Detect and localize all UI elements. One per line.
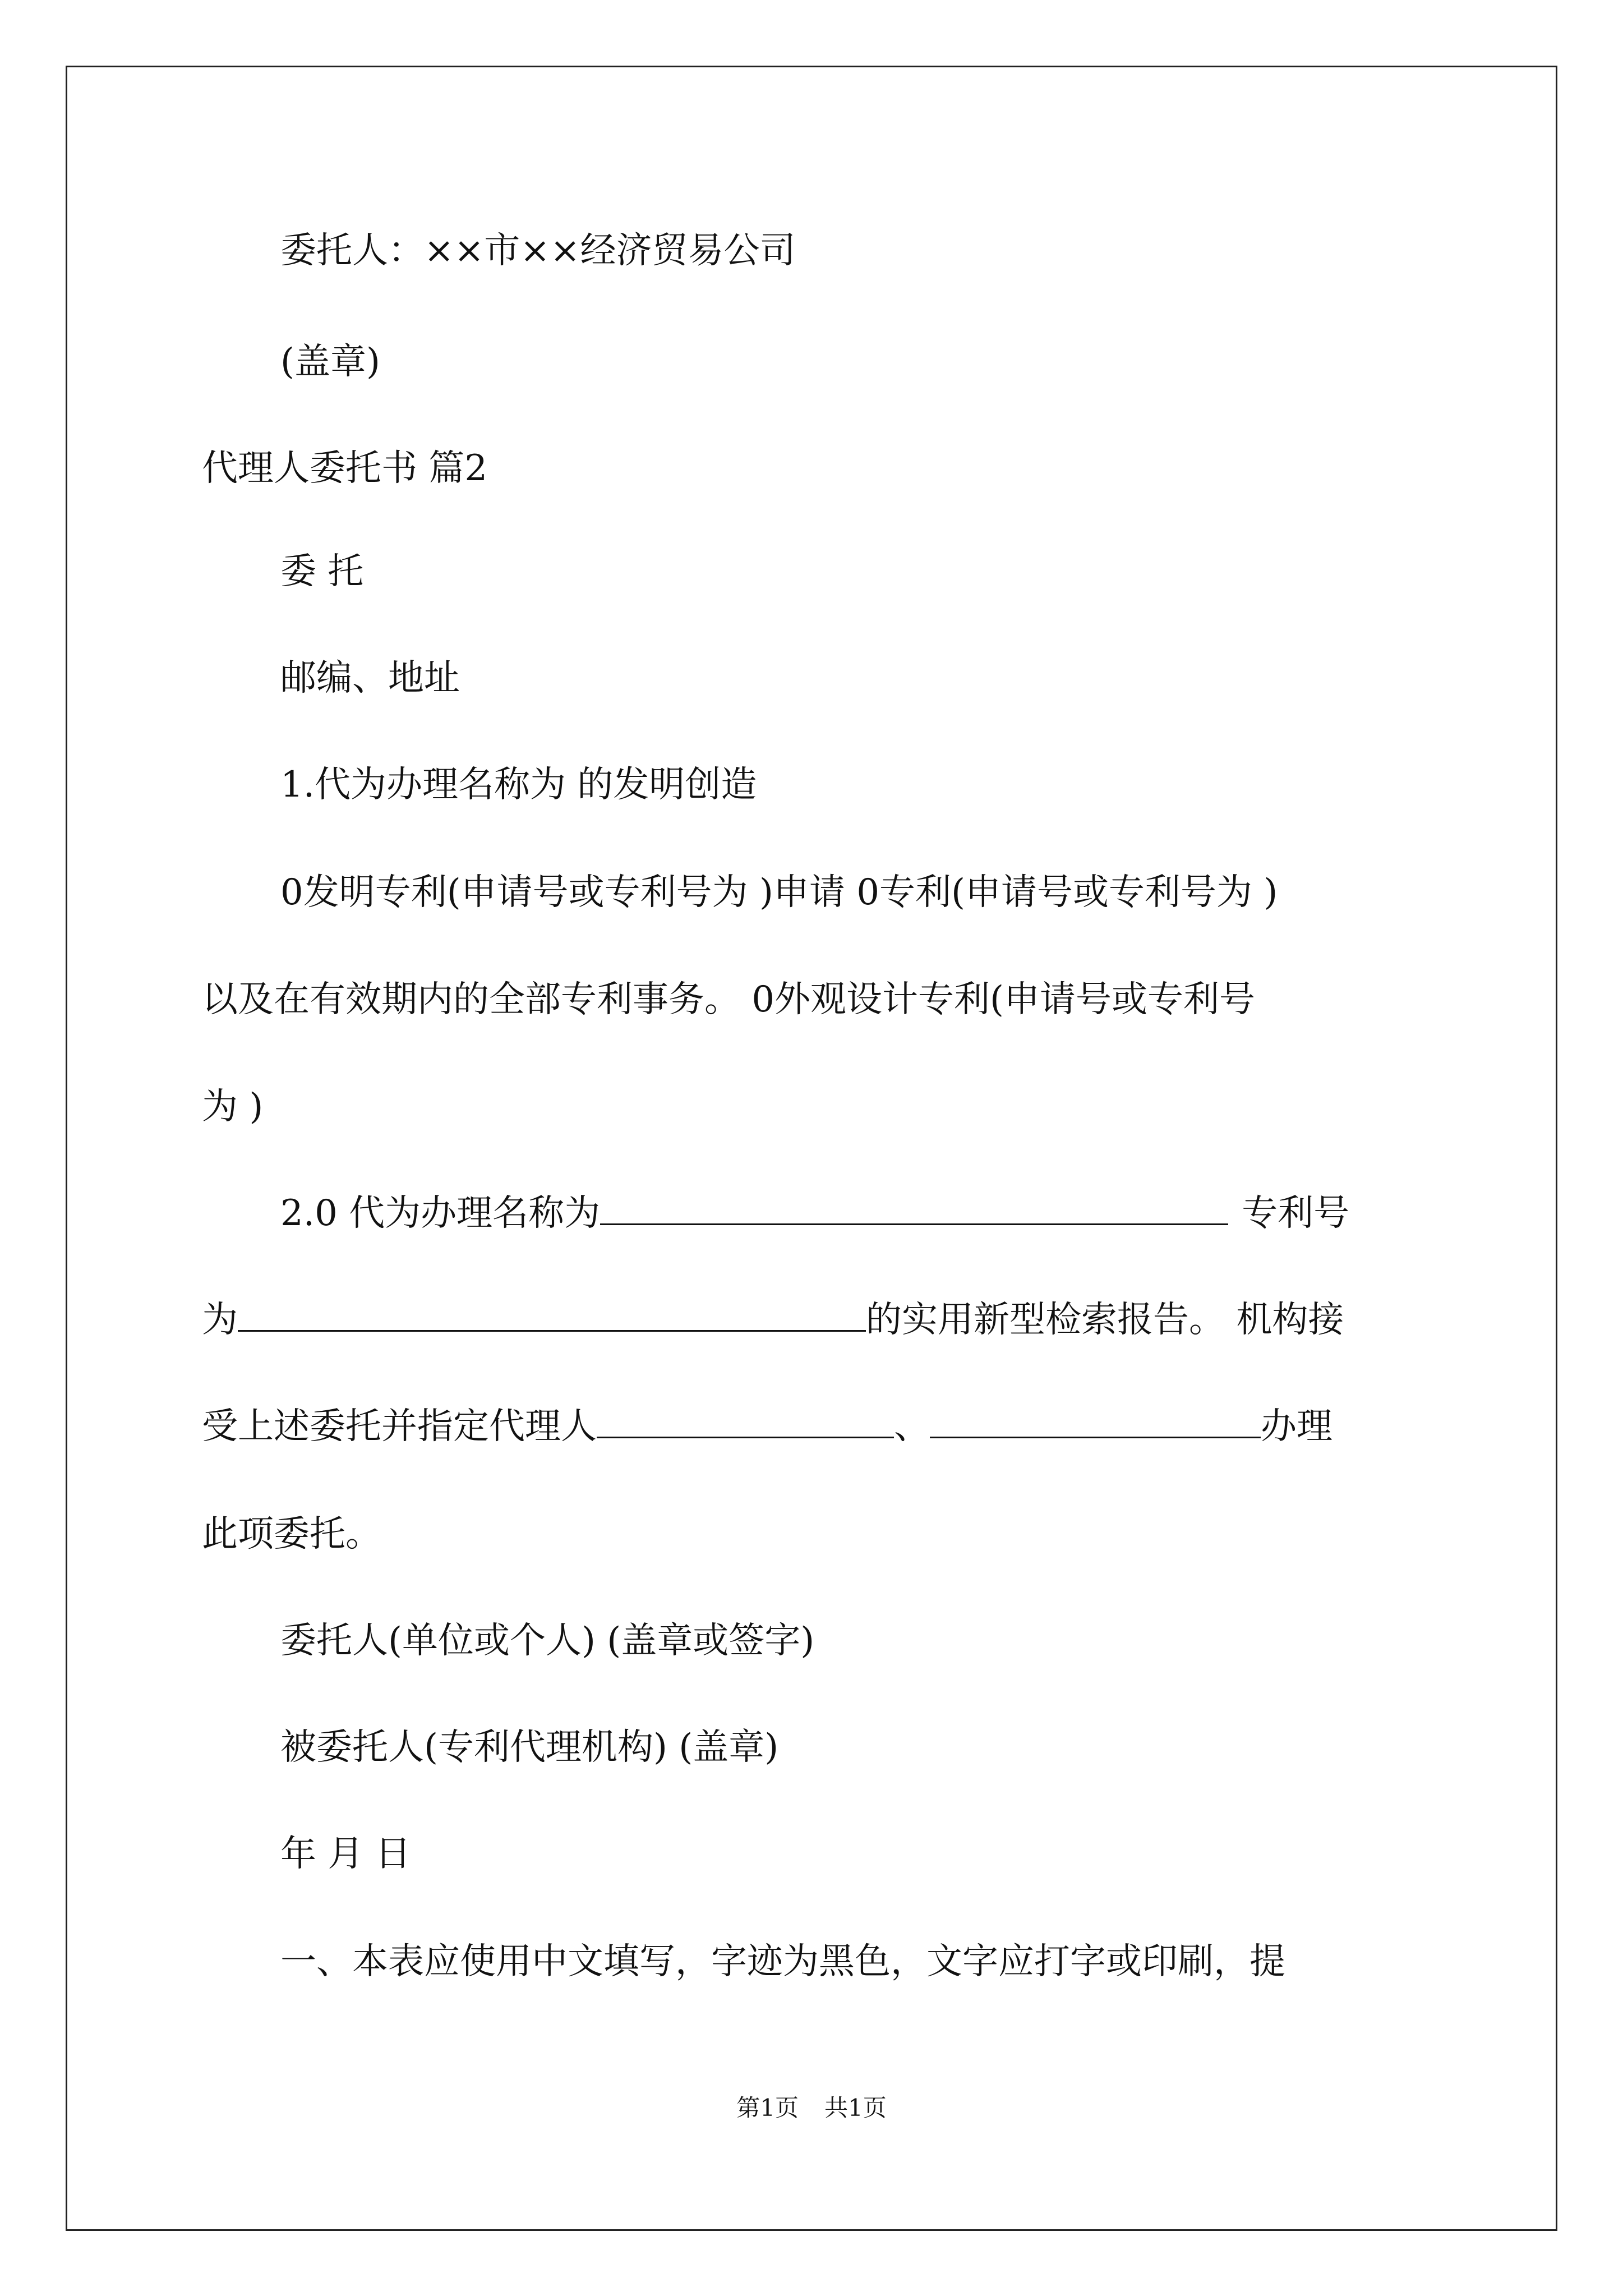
item-2-label: 2.0 代为办理名称为	[280, 1193, 601, 1234]
agent-1-blank-field[interactable]	[597, 1403, 894, 1438]
patent-types-line-2: 以及在有效期内的全部专利事务。 0外观设计专利(申请号或专利号	[202, 979, 1256, 1020]
search-report-text: 的实用新型检索报告。 机构接	[866, 1299, 1344, 1341]
section-heading: 代理人委托书 篇2	[202, 448, 488, 489]
page-border	[66, 66, 1557, 2231]
patent-types-line: 0发明专利(申请号或专利号为 )申请 0专利(申请号或专利号为 )	[280, 872, 1278, 913]
for-label: 为	[202, 1299, 238, 1341]
principal-line: 委托人：××市××经济贸易公司	[280, 230, 796, 272]
item-2-line-2	[202, 1295, 1455, 1345]
entrust-label: 委 托	[280, 551, 364, 592]
item-2-line-4: 此项委托。	[202, 1513, 381, 1555]
name-blank-field[interactable]	[600, 1190, 1228, 1225]
seal-note: (盖章)	[280, 341, 380, 383]
item-1-line: 1.代为办理名称为 的发明创造	[280, 764, 757, 806]
handle-text: 办理	[1261, 1406, 1332, 1447]
patent-number-label: 专利号	[1242, 1193, 1350, 1234]
agent-2-blank-field[interactable]	[930, 1403, 1261, 1438]
page-footer	[0, 2091, 1623, 2125]
patent-types-line-3: 为 )	[202, 1086, 264, 1128]
item-2-line	[280, 1188, 1455, 1239]
principal-signature-line: 委托人(单位或个人) (盖章或签字)	[280, 1620, 815, 1662]
page-total: 共1页	[824, 2094, 887, 2122]
patent-number-blank-field[interactable]	[238, 1296, 866, 1332]
agency-seal-line: 被委托人(专利代理机构) (盖章)	[280, 1727, 779, 1768]
appoint-agent-text: 受上述委托并指定代理人	[202, 1406, 597, 1447]
postcode-address-label: 邮编、地址	[280, 657, 460, 699]
comma-separator: 、	[894, 1406, 930, 1447]
instruction-line: 一、本表应使用中文填写，字迹为黑色，文字应打字或印刷，提	[280, 1941, 1285, 1982]
page-number: 第1页	[736, 2094, 799, 2122]
item-2-line-3	[202, 1401, 1455, 1452]
date-line: 年 月 日	[280, 1833, 411, 1875]
